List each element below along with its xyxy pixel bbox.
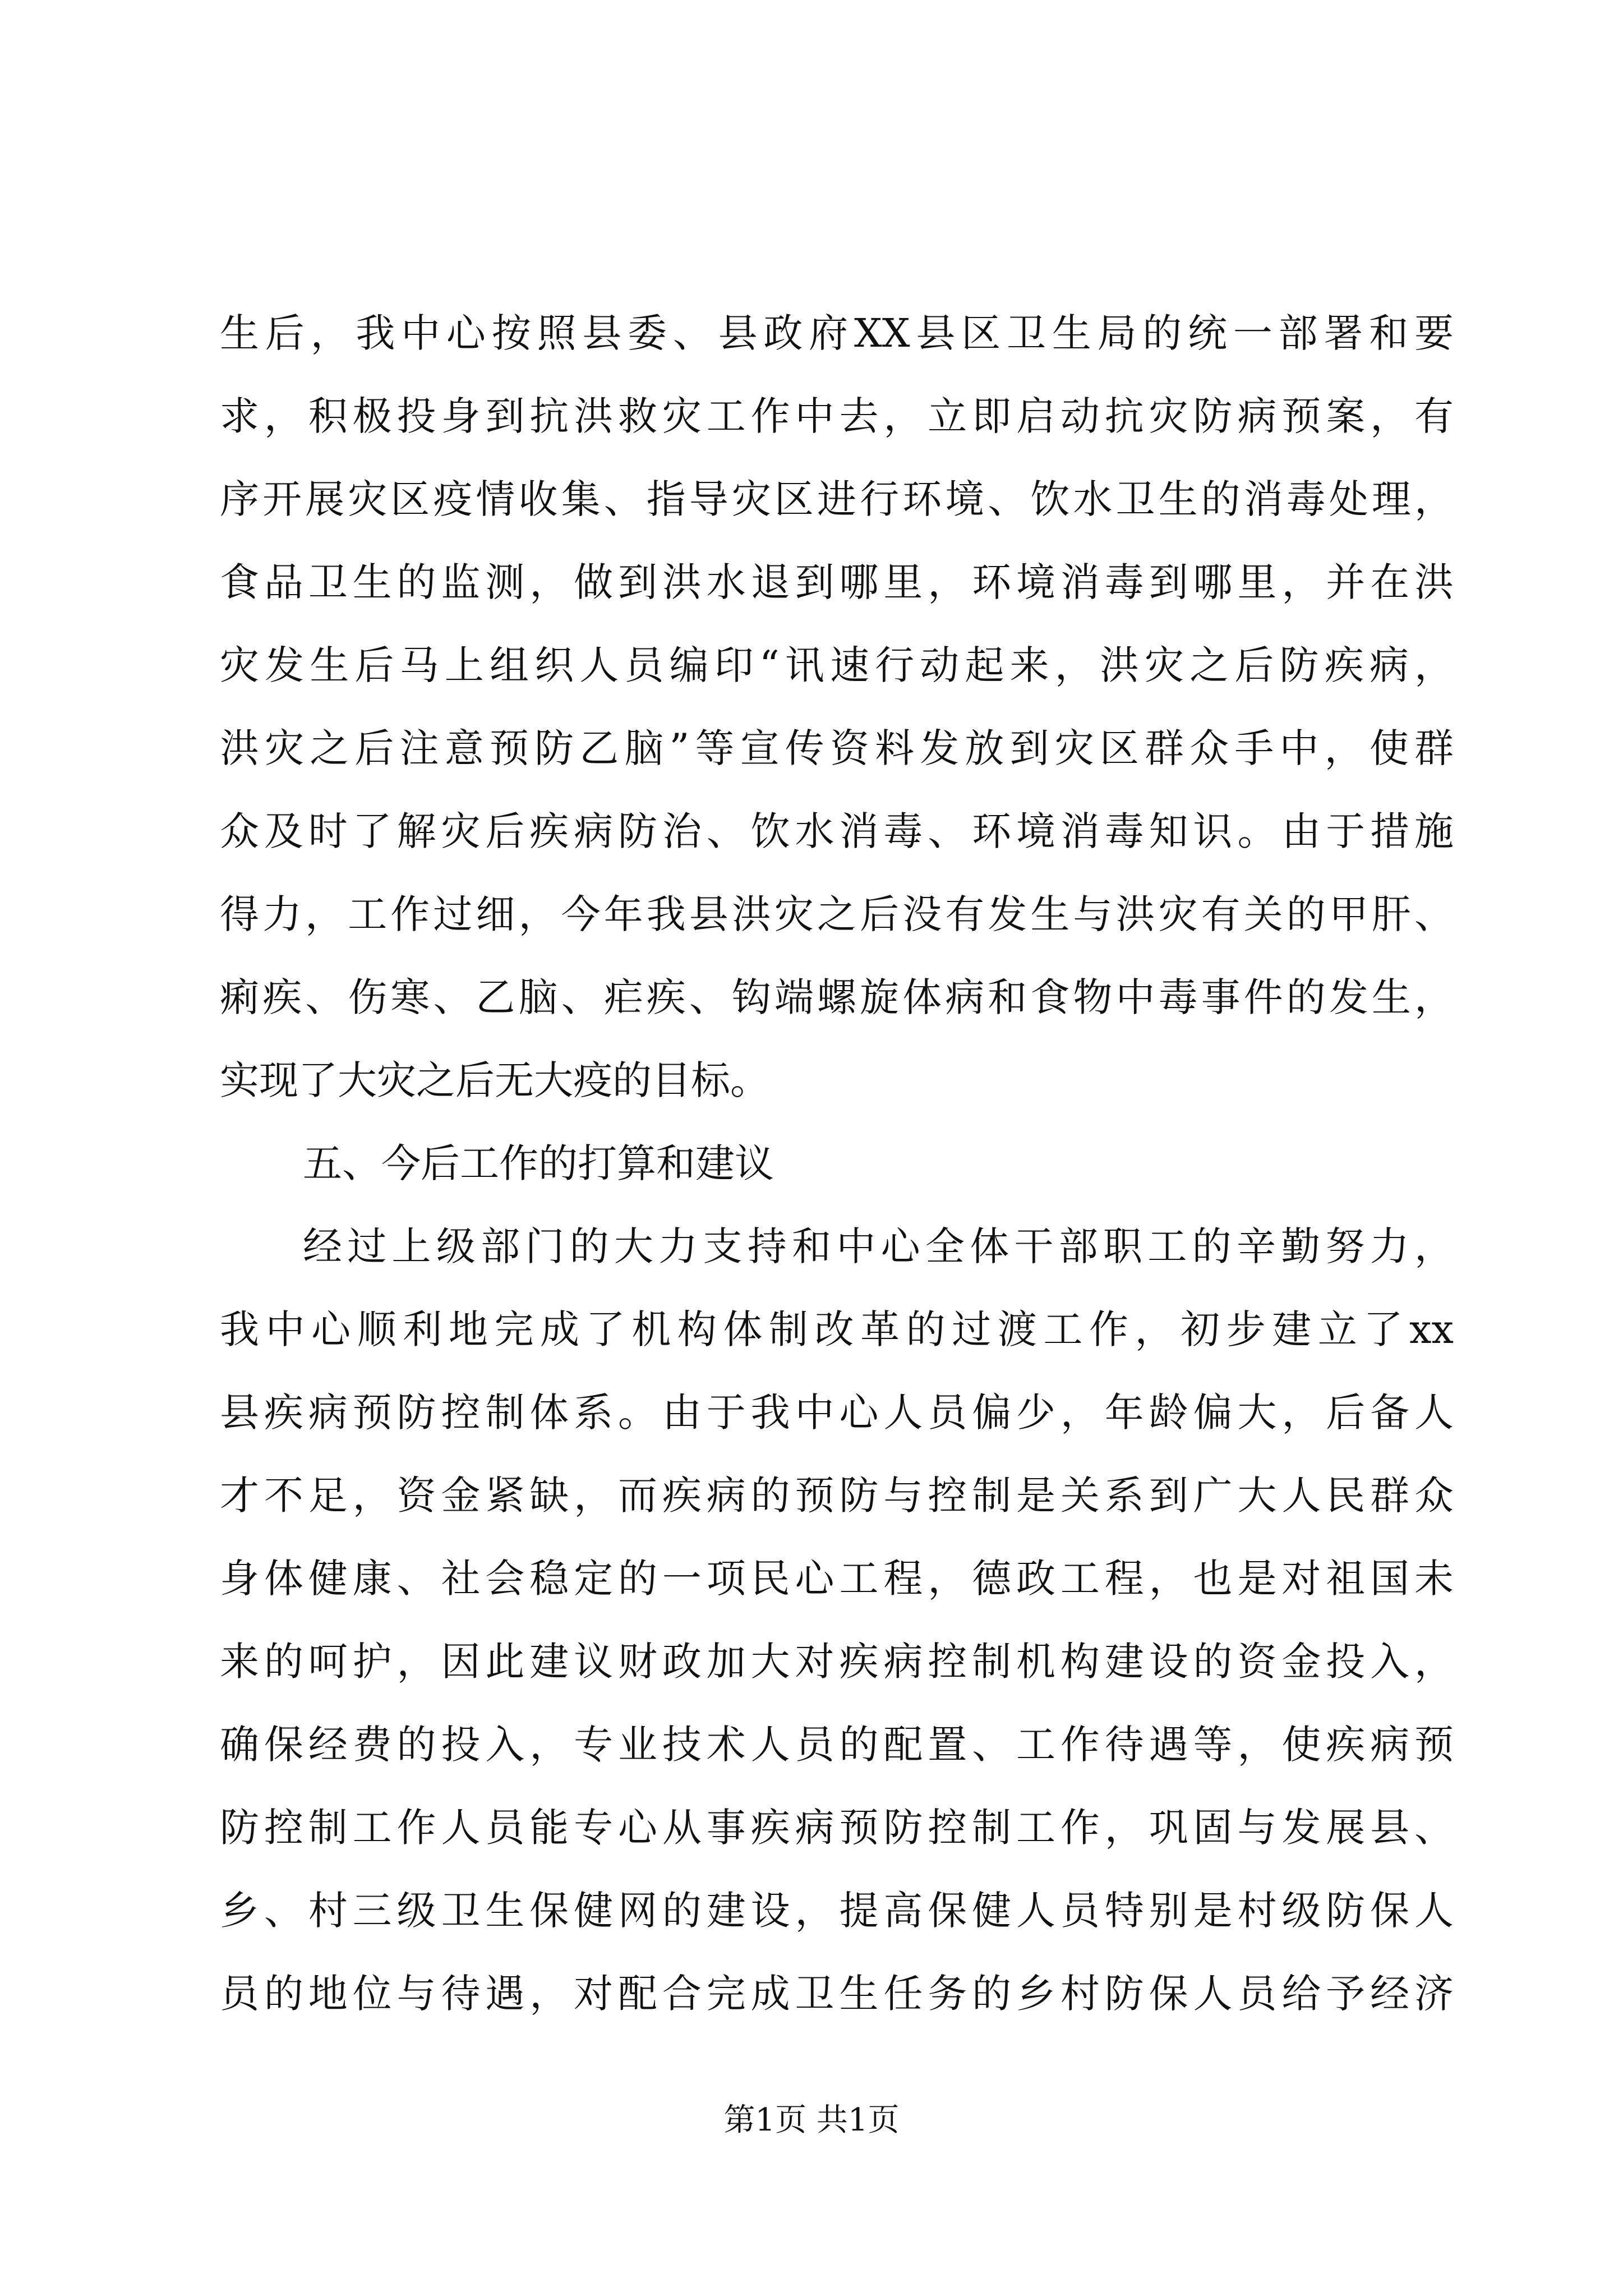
text-line: 食品卫生的监测，做到洪水退到哪里，环境消毒到哪里，并在洪	[220, 559, 1454, 605]
text-line: 来的呵护，因此建议财政加大对疾病控制机构建设的资金投入，	[220, 1639, 1454, 1685]
text-line: 生后，我中心按照县委、县政府XX县区卫生局的统一部署和要	[220, 310, 1454, 356]
text-line: 乡、村三级卫生保健网的建设，提高保健人员特别是村级防保人	[220, 1888, 1454, 1934]
text-line: 才不足，资金紧缺，而疾病的预防与控制是关系到广大人民群众	[220, 1473, 1454, 1519]
text-line: 防控制工作人员能专心从事疾病预防控制工作，巩固与发展县、	[220, 1805, 1454, 1851]
text-line: 我中心顺利地完成了机构体制改革的过渡工作，初步建立了xx	[220, 1306, 1454, 1352]
text-line: 得力，工作过细，今年我县洪灾之后没有发生与洪灾有关的甲肝、	[220, 891, 1454, 937]
text-line: 员的地位与待遇，对配合完成卫生任务的乡村防保人员给予经济	[220, 1971, 1454, 2017]
text-line: 确保经费的投入，专业技术人员的配置、工作待遇等，使疾病预	[220, 1722, 1454, 1768]
text-line: 县疾病预防控制体系。由于我中心人员偏少，年龄偏大，后备人	[220, 1389, 1454, 1435]
text-line: 序开展灾区疫情收集、指导灾区进行环境、饮水卫生的消毒处理，	[220, 476, 1454, 522]
text-line: 身体健康、社会稳定的一项民心工程，德政工程，也是对祖国未	[220, 1556, 1454, 1602]
text-line: 灾发生后马上组织人员编印“讯速行动起来，洪灾之后防疾病，	[220, 642, 1454, 688]
text-line: 众及时了解灾后疾病防治、饮水消毒、环境消毒知识。由于措施	[220, 808, 1454, 854]
text-line: 痢疾、伤寒、乙脑、疟疾、钩端螺旋体病和食物中毒事件的发生，	[220, 974, 1454, 1020]
text-line: 实现了大灾之后无大疫的目标。	[220, 1057, 769, 1103]
text-line: 求，积极投身到抗洪救灾工作中去，立即启动抗灾防病预案，有	[220, 393, 1454, 439]
body-text	[220, 292, 1454, 2035]
text-line: 洪灾之后注意预防乙脑”等宣传资料发放到灾区群众手中，使群	[220, 725, 1454, 771]
page-footer: 第1页 共1页	[723, 2102, 900, 2138]
section-heading: 五、今后工作的打算和建议	[303, 1140, 774, 1186]
text-line: 经过上级部门的大力支持和中心全体干部职工的辛勤努力，	[303, 1223, 1454, 1269]
